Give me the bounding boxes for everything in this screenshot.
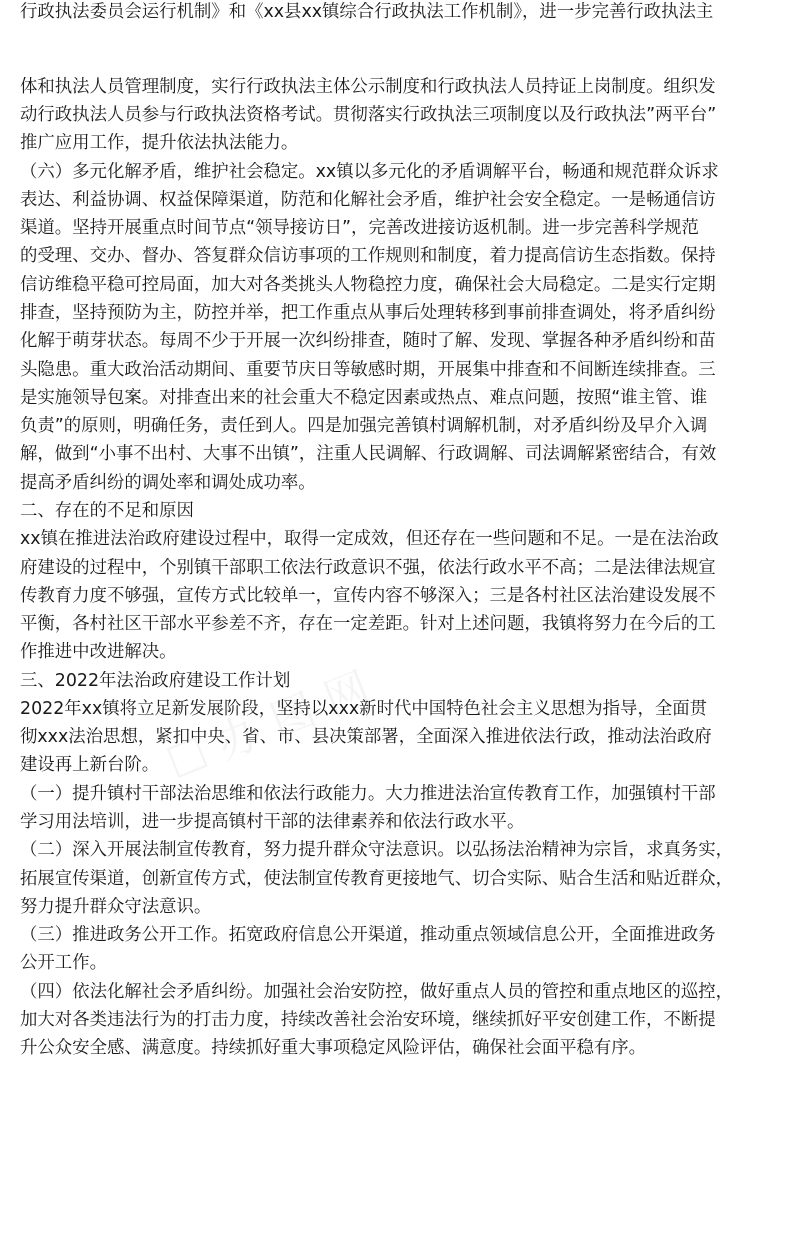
text-line: 公开工作。 <box>20 953 107 973</box>
text-line: 体和执法人员管理制度，实行行政执法主体公示制度和行政执法人员持证上岗制度。组织发 <box>20 77 716 97</box>
text-line: 行政执法委员会运行机制》和《xx县xx镇综合行政执法工作机制》，进一步完善行政执法主 <box>20 2 714 22</box>
text-line: 加大对各类违法行为的打击力度，持续改善社会治安环境，继续抓好平安创建工作，不断提 <box>20 1010 716 1030</box>
text-line: 平衡，各村社区干部水平参差不齐，存在一定差距。针对上述问题，我镇将努力在今后的工 <box>20 614 716 634</box>
text-line: （六）多元化解矛盾，维护社会稳定。xx镇以多元化的矛盾调解平台，畅通和规范群众诉求 <box>20 162 719 182</box>
text-line: xx镇在推进法治政府建设过程中，取得一定成效，但还存在一些问题和不足。一是在法治政 <box>20 529 719 549</box>
text-line: 建设再上新台阶。 <box>20 755 160 775</box>
text-line: 2022年xx镇将立足新发展阶段，坚持以xxx新时代中国特色社会主义思想为指导，全面贯 <box>20 699 708 719</box>
text-line: 拓展宣传渠道，创新宣传方式，使法制宣传教育更接地气、切合实际、贴合生活和贴近群众， <box>20 869 734 889</box>
text-line: 二、存在的不足和原因 <box>20 501 194 521</box>
text-line: 推广应用工作，提升依法执法能力。 <box>20 133 299 153</box>
text-line: 的受理、交办、督办、答复群众信访事项的工作规则和制度，着力提高信访生态指数。保持 <box>20 246 716 266</box>
text-line: 彻xxx法治思想，紧扣中央、省、市、县决策部署，全面深入推进依法行政，推动法治政府 <box>20 727 712 747</box>
text-line: 排查，坚持预防为主，防控并举，把工作重点从事后处理转移到事前排查调处，将矛盾纠纷 <box>20 303 716 323</box>
text-line: 信访维稳平稳可控局面，加大对各类挑头人物稳控力度，确保社会大局稳定。二是实行定期 <box>20 275 716 295</box>
text-line: （三）推进政务公开工作。拓宽政府信息公开渠道，推动重点领域信息公开，全面推进政务 <box>20 925 716 945</box>
text-line: 提高矛盾纠纷的调处率和调处成功率。 <box>20 473 316 493</box>
text-line: 化解于萌芽状态。每周不少于开展一次纠纷排查，随时了解、发现、掌握各种矛盾纠纷和苗 <box>20 331 716 351</box>
text-line: 升公众安全感、满意度。持续抓好重大事项稳定风险评估，确保社会面平稳有序。 <box>20 1038 647 1058</box>
text-line: （一）提升镇村干部法治思维和依法行政能力。大力推进法治宣传教育工作，加强镇村干部 <box>20 784 716 804</box>
text-line: 解，做到“小事不出村、大事不出镇”，注重人民调解、行政调解、司法调解紧密结合，有效 <box>20 444 717 464</box>
text-line: 表达、利益协调、权益保障渠道，防范和化解社会矛盾，维护社会安全稳定。一是畅通信访 <box>20 190 716 210</box>
text-line: 努力提升群众守法意识。 <box>20 897 212 917</box>
text-line: 作推进中改进解决。 <box>20 642 177 662</box>
text-line: 头隐患。重大政治活动期间、重要节庆日等敏感时期，开展集中排查和不间断连续排查。三 <box>20 360 716 380</box>
text-line: 府建设的过程中，个别镇干部职工依法行政意识不强，依法行政水平不高；二是法律法规宣 <box>20 558 716 578</box>
text-line: 传教育力度不够强，宣传方式比较单一，宣传内容不够深入；三是各村社区法治建设发展不 <box>20 586 716 606</box>
text-line: 是实施领导包案。对排查出来的社会重大不稳定因素或热点、难点问题，按照“谁主管、谁 <box>20 388 708 408</box>
text-line: 三、2022年法治政府建设工作计划 <box>20 671 291 691</box>
text-line: （二）深入开展法制宣传教育，努力提升群众守法意识。以弘扬法治精神为宗旨，求真务实， <box>20 840 734 860</box>
text-line: 渠道。坚持开展重点时间节点“领导接访日”，完善改进接访返机制。进一步完善科学规范 <box>20 218 699 238</box>
text-line: （四）依法化解社会矛盾纠纷。加强社会治安防控，做好重点人员的管控和重点地区的巡控， <box>20 982 734 1002</box>
text-line: 学习用法培训，进一步提高镇村干部的法律素养和依法行政水平。 <box>20 812 525 832</box>
text-line: 动行政执法人员参与行政执法资格考试。贯彻落实行政执法三项制度以及行政执法”两平台” <box>20 105 717 125</box>
text-line: 负责”的原则，明确任务，责任到人。四是加强完善镇村调解机制，对矛盾纠纷及早介入调 <box>20 416 708 436</box>
